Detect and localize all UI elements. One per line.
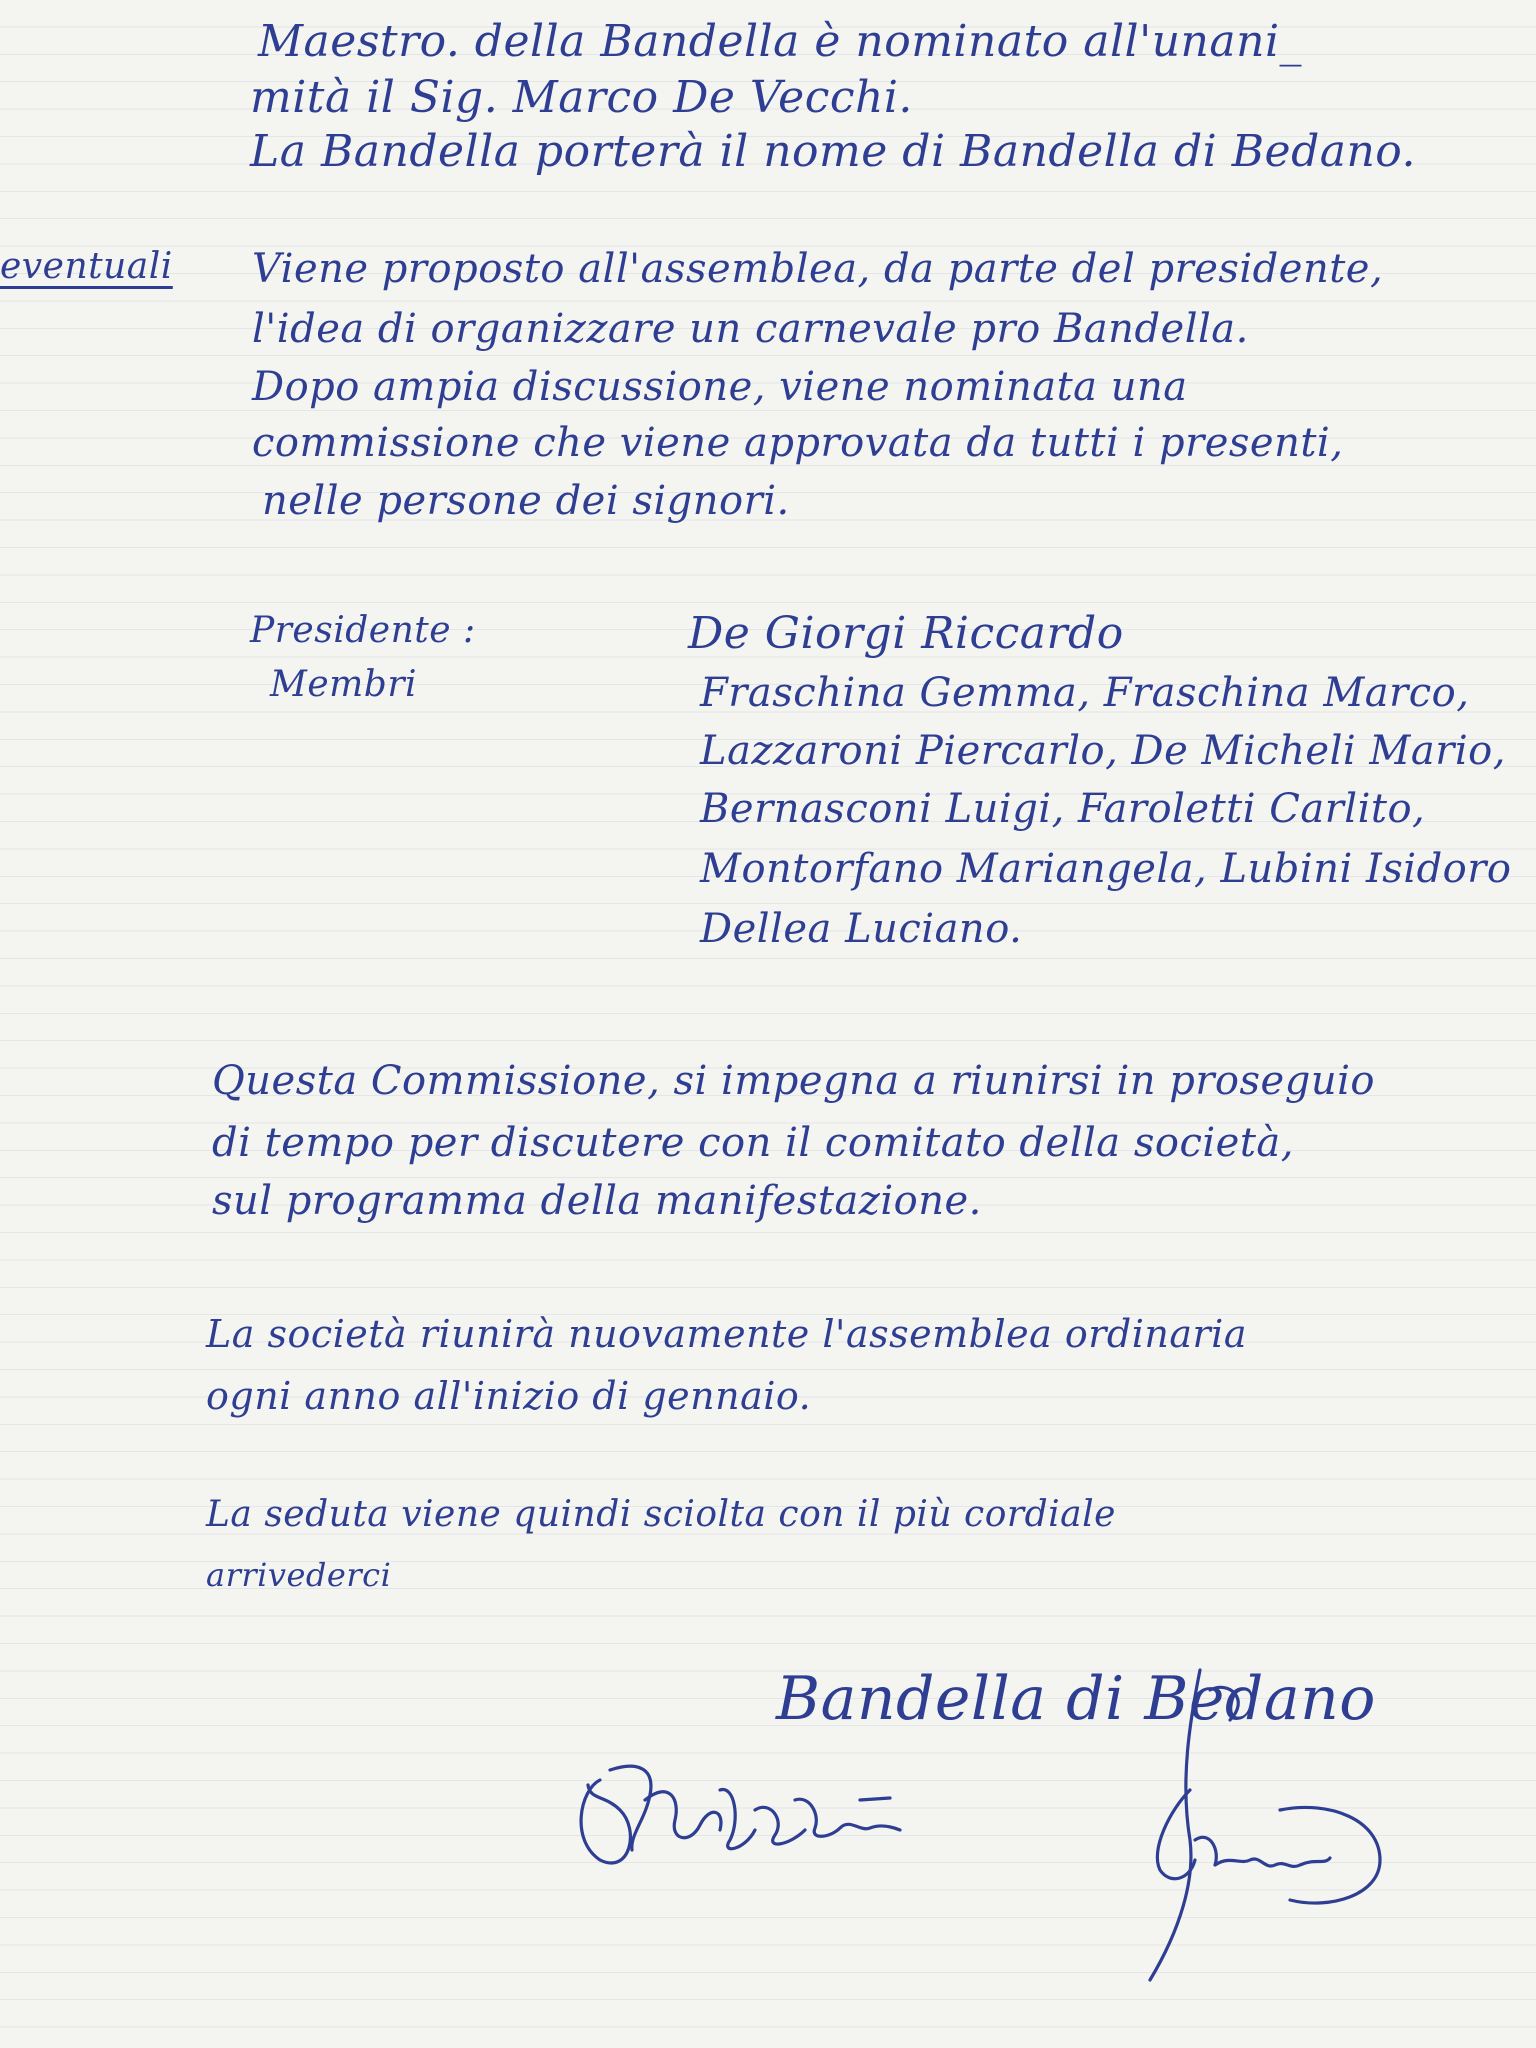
members-label: Membri: [270, 664, 418, 705]
intro-line-1: Maestro. della Bandella è nominato all'unani_: [258, 16, 1303, 67]
proposal-line-5: nelle persone dei signori.: [262, 478, 790, 524]
assembly-line-2: ogni anno all'inizio di gennaio.: [206, 1374, 812, 1418]
closing-line-2: arrivederci: [206, 1556, 392, 1594]
commission-line-3: sul programma della manifestazione.: [212, 1178, 982, 1224]
signature-left: [560, 1740, 980, 1890]
proposal-line-3: Dopo ampia discussione, viene nominata una: [252, 364, 1188, 410]
assembly-line-1: La società riunirà nuovamente l'assemblea ordinaria: [206, 1312, 1247, 1356]
member-line-2: Lazzaroni Piercarlo, De Micheli Mario,: [700, 728, 1506, 774]
closing-organization: Bandella di Bedano: [776, 1664, 1376, 1734]
member-line-5: Dellea Luciano.: [700, 906, 1023, 952]
intro-line-3: La Bandella porterà il nome di Bandella di Bedano.: [250, 126, 1417, 177]
president-label: Presidente :: [250, 610, 476, 651]
commission-line-2: di tempo per discutere con il comitato della società,: [212, 1120, 1294, 1166]
intro-line-2: mità il Sig. Marco De Vecchi.: [250, 72, 913, 123]
member-line-1: Fraschina Gemma, Fraschina Marco,: [700, 670, 1470, 716]
signature-right: [1080, 1660, 1420, 1990]
closing-line-1: La seduta viene quindi sciolta con il più cordiale: [206, 1494, 1116, 1535]
margin-label: eventuali: [0, 246, 173, 287]
proposal-line-4: commissione che viene approvata da tutti i presenti,: [252, 420, 1344, 466]
proposal-line-2: l'idea di organizzare un carnevale pro Bandella.: [252, 306, 1249, 352]
commission-line-1: Questa Commissione, si impegna a riunirsi in proseguio: [212, 1058, 1375, 1104]
member-line-4: Montorfano Mariangela, Lubini Isidoro: [700, 846, 1512, 892]
proposal-line-1: Viene proposto all'assemblea, da parte del presidente,: [252, 246, 1384, 292]
member-line-3: Bernasconi Luigi, Faroletti Carlito,: [700, 786, 1426, 832]
president-name: De Giorgi Riccardo: [688, 608, 1124, 659]
